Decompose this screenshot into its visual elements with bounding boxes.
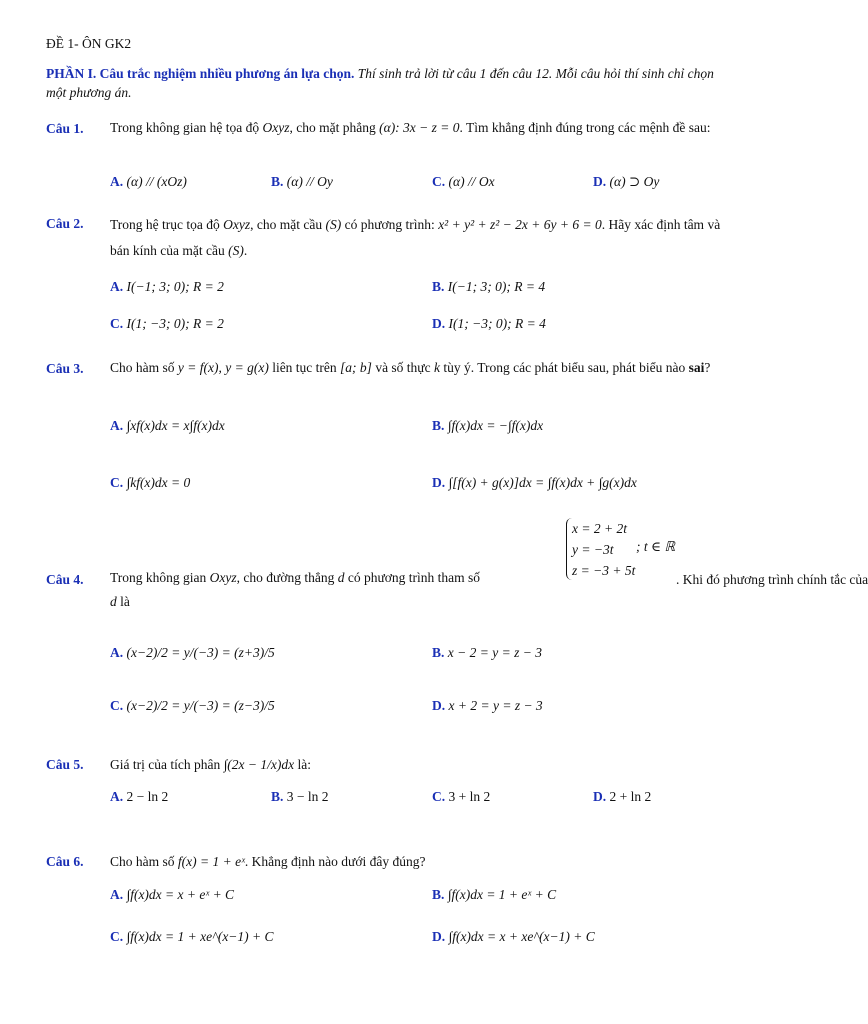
option-key: A. — [110, 279, 124, 294]
q5-option-c[interactable] — [432, 789, 490, 805]
option-key: D. — [593, 789, 607, 804]
option-key: D. — [432, 475, 446, 490]
question-2-label: Câu 2. — [46, 216, 84, 231]
q5-text-b: là: — [294, 757, 311, 772]
question-4-label: Câu 4. — [46, 572, 84, 587]
q3-math-interval: [a; b] — [340, 360, 372, 375]
question-6-label: Câu 6. — [46, 854, 84, 869]
option-math: (x−2)/2 = y/(−3) = (z+3)/5 — [126, 645, 275, 660]
q6-math-function: f(x) = 1 + eˣ — [177, 854, 245, 869]
option-math: I(1; −3; 0); R = 4 — [448, 316, 546, 331]
option-key: C. — [432, 174, 446, 189]
question-5-text — [110, 757, 311, 773]
q2-text-e: . — [243, 243, 248, 258]
question-4-text-tail — [676, 572, 868, 588]
option-key: A. — [110, 174, 124, 189]
option-math: (α) // Oy — [286, 174, 333, 189]
q1-option-d[interactable] — [593, 174, 659, 190]
q2-option-c[interactable] — [110, 316, 224, 332]
q5-math-integral: ∫(2x − 1/x)dx — [223, 757, 295, 772]
question-3-text — [110, 358, 734, 378]
option-key: D. — [432, 698, 446, 713]
option-key: A. — [110, 789, 124, 804]
option-key: A. — [110, 645, 124, 660]
q4-text-b: , cho đường thẳng — [236, 570, 338, 585]
option-key: B. — [432, 645, 445, 660]
q5-option-a[interactable] — [110, 789, 168, 805]
question-4-text — [110, 570, 480, 586]
part-instructions — [46, 64, 736, 102]
question-4-text-line2 — [110, 594, 130, 610]
q3-text-a: Cho hàm số — [110, 360, 178, 375]
option-key: C. — [110, 475, 124, 490]
q1-text-b: , cho mặt phẳng — [289, 120, 380, 135]
q1-option-b[interactable] — [271, 174, 333, 190]
q4-option-c[interactable] — [110, 698, 275, 714]
option-math: ∫xf(x)dx = x∫f(x)dx — [126, 418, 225, 433]
q6-option-a[interactable] — [110, 887, 234, 903]
option-math: ∫f(x)dx = 1 + eˣ + C — [447, 887, 557, 902]
question-1-text — [110, 118, 734, 138]
option-math: (α) ⊃ Oy — [609, 174, 660, 189]
question-1-label: Câu 1. — [46, 121, 84, 136]
option-math: I(1; −3; 0); R = 2 — [126, 316, 224, 331]
option-math: ∫f(x)dx = x + eˣ + C — [126, 887, 235, 902]
q3-text-d: tùy ý. Trong các phát biểu sau, phát biểu nào — [440, 360, 689, 375]
q1-option-a[interactable] — [110, 174, 187, 190]
q2-math-oxyz: Oxyz — [223, 217, 251, 232]
question-3-label: Câu 3. — [46, 361, 84, 376]
q1-math-oxyz: Oxyz — [262, 120, 290, 135]
q4-option-d[interactable] — [432, 698, 543, 714]
option-math: (α) // (xOz) — [126, 174, 187, 189]
question-6-text — [110, 854, 425, 870]
option-math: ∫[f(x) + g(x)]dx = ∫f(x)dx + ∫g(x)dx — [448, 475, 637, 490]
system-line-3: z = −3 + 5t — [572, 563, 636, 578]
q3-option-d[interactable] — [432, 475, 637, 491]
option-math: I(−1; 3; 0); R = 2 — [126, 279, 224, 294]
q3-text-e: ? — [704, 360, 711, 375]
system-line-1: x = 2 + 2t — [572, 521, 627, 536]
option-math: I(−1; 3; 0); R = 4 — [447, 279, 546, 294]
q3-math-functions: y = f(x), y = g(x) — [177, 360, 269, 375]
option-math: ∫f(x)dx = −∫f(x)dx — [447, 418, 544, 433]
q2-math-equation: x² + y² + z² − 2x + 6y + 6 = 0 — [438, 217, 602, 232]
q5-option-b[interactable] — [271, 789, 329, 805]
option-math: ∫f(x)dx = x + xe^(x−1) + C — [448, 929, 595, 944]
q2-text-d: . Hãy xác định tâm và bán kính của mặt cầu — [110, 217, 721, 258]
q1-math-plane: (α): 3x − z = 0 — [379, 120, 460, 135]
q2-option-b[interactable] — [432, 279, 545, 295]
option-key: B. — [271, 789, 284, 804]
q6-text-b: . Khẳng định nào dưới đây đúng? — [244, 854, 426, 869]
q4-math-oxyz: Oxyz — [209, 570, 237, 585]
q3-text-b: liên tục trên — [268, 360, 341, 375]
option-math: ∫kf(x)dx = 0 — [126, 475, 191, 490]
option-key: D. — [432, 929, 446, 944]
option-key: B. — [432, 887, 445, 902]
q4-option-a[interactable] — [110, 645, 275, 661]
q3-option-b[interactable] — [432, 418, 543, 434]
q2-text-a: Trong hệ trục tọa độ — [110, 217, 224, 232]
option-key: C. — [110, 316, 124, 331]
q2-option-a[interactable] — [110, 279, 224, 295]
q6-option-c[interactable] — [110, 929, 274, 945]
option-math: x + 2 = y = z − 3 — [448, 698, 543, 713]
q2-text-c: có phương trình: — [341, 217, 439, 232]
option-math: 3 − ln 2 — [286, 789, 329, 804]
question-2-text — [110, 212, 734, 264]
option-key: A. — [110, 887, 124, 902]
q4-math-d: d — [337, 570, 345, 585]
q4-text-d: . Khi đó phương trình chính tắc của — [676, 572, 868, 587]
q3-text-c: và số thực — [371, 360, 434, 375]
option-math: (α) // Ox — [448, 174, 495, 189]
q3-option-c[interactable] — [110, 475, 190, 491]
option-key: C. — [110, 698, 124, 713]
q2-math-sphere: (S) — [325, 217, 342, 232]
q5-option-d[interactable] — [593, 789, 651, 805]
option-key: D. — [593, 174, 607, 189]
exam-title: ĐỀ 1- ÔN GK2 — [46, 36, 132, 51]
option-key: C. — [110, 929, 124, 944]
option-math: 3 + ln 2 — [448, 789, 491, 804]
q4-text-c: có phương trình tham số — [344, 570, 481, 585]
q6-text-a: Cho hàm số — [110, 854, 178, 869]
option-math: (x−2)/2 = y/(−3) = (z−3)/5 — [126, 698, 275, 713]
q4-text-e: là — [116, 594, 130, 609]
q2-option-d[interactable] — [432, 316, 546, 332]
option-math: x − 2 = y = z − 3 — [447, 645, 542, 660]
question-5-label: Câu 5. — [46, 757, 84, 772]
q6-option-d[interactable] — [432, 929, 595, 945]
q3-bold-word: sai — [688, 360, 705, 375]
q6-option-b[interactable] — [432, 887, 556, 903]
q3-option-a[interactable] — [110, 418, 225, 434]
option-key: B. — [432, 279, 445, 294]
system-condition: ; t ∈ ℝ — [636, 539, 676, 554]
option-math: 2 − ln 2 — [126, 789, 169, 804]
q1-text-c: . Tìm khẳng định đúng trong các mệnh đề sau: — [459, 120, 711, 135]
q4-text-a: Trong không gian — [110, 570, 210, 585]
option-math: ∫f(x)dx = 1 + xe^(x−1) + C — [126, 929, 274, 944]
q4-option-b[interactable] — [432, 645, 542, 661]
part-description: Thí sinh trả lời từ câu 1 đến câu 12. Mỗi câu hỏi thí sinh chỉ chọn một phương án. — [46, 66, 714, 100]
q3-math-k: k — [434, 360, 440, 375]
q1-option-c[interactable] — [432, 174, 495, 190]
option-key: B. — [432, 418, 445, 433]
option-math: 2 + ln 2 — [609, 789, 652, 804]
option-key: C. — [432, 789, 446, 804]
option-key: B. — [271, 174, 284, 189]
q4-math-d-2: d — [110, 594, 117, 609]
q2-text-b: , cho mặt cầu — [250, 217, 326, 232]
part-heading: PHẦN I. Câu trắc nghiệm nhiều phương án lựa chọn. — [46, 66, 355, 81]
option-key: A. — [110, 418, 124, 433]
q5-text-a: Giá trị của tích phân — [110, 757, 224, 772]
parametric-system — [572, 518, 635, 581]
q1-text-a: Trong không gian hệ tọa độ — [110, 120, 263, 135]
system-line-2: y = −3t — [572, 542, 614, 557]
option-key: D. — [432, 316, 446, 331]
q2-math-sphere-2: (S) — [228, 243, 244, 258]
